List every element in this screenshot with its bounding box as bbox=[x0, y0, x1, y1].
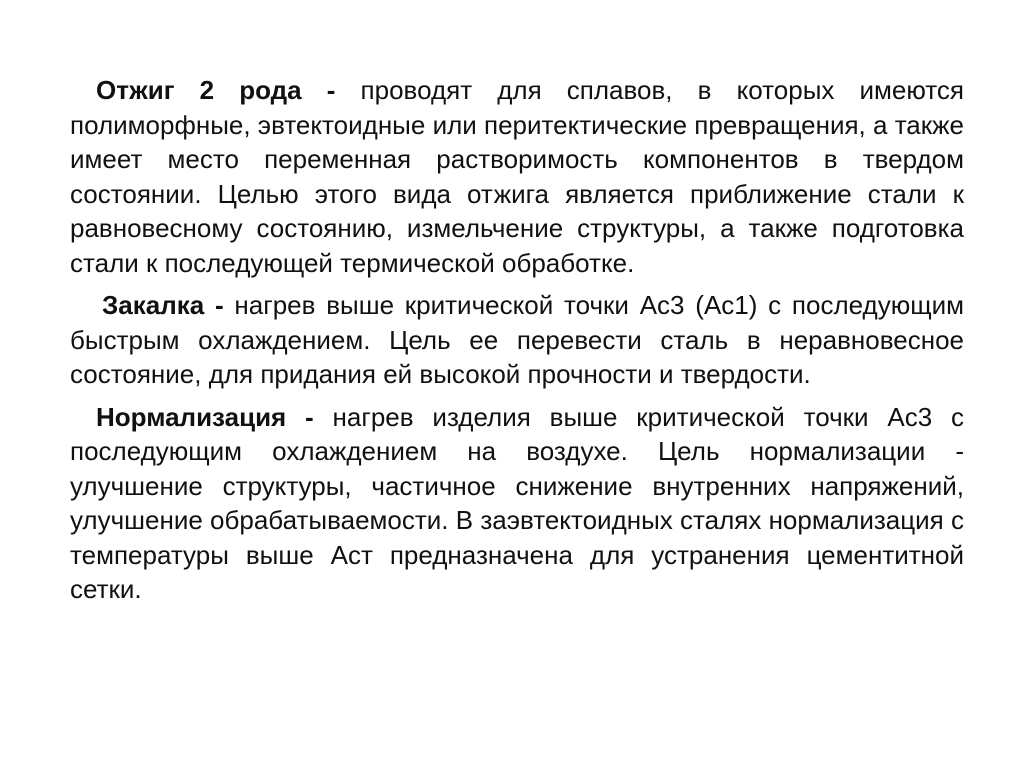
term-annealing: Отжиг 2 рода - bbox=[96, 75, 336, 105]
definition-annealing: проводят для сплавов, в которых имеются полиморфные, эвтектоидные или перитектические превращения, а также имеет место переменная растворимость компонентов в твердом состоянии. Целью этого вида отжига является приближение стали к равновесному состоянию, измельчение структуры, а также подготовка стали к последующей термической обработке. bbox=[70, 75, 964, 278]
definition-quenching: нагрев выше критической точки Ас3 (Ас1) с последующим быстрым охлаждением. Цель ее перевести сталь в неравновесное состояние, для придания ей высокой прочности и твердости. bbox=[70, 290, 964, 389]
paragraph-annealing bbox=[70, 73, 964, 280]
paragraph-quenching bbox=[70, 288, 964, 392]
paragraph-normalization bbox=[70, 400, 964, 607]
slide-content bbox=[70, 73, 964, 615]
definition-normalization: нагрев изделия выше критической точки Ас3 с последующим охлаждением на воздухе. Цель нормализации - улучшение структуры, частичное снижение внутренних напряжений, улучшение обрабатываемости. В заэвтектоидных сталях нормализация с температуры выше Аст предназначена для устранения цементитной сетки. bbox=[70, 401, 964, 604]
term-normalization: Нормализация - bbox=[96, 401, 314, 432]
term-quenching: Закалка - bbox=[102, 290, 224, 320]
